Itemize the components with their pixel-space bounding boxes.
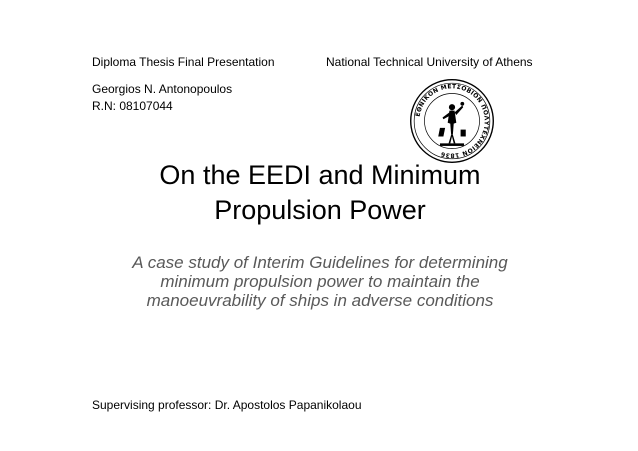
seal-lettering: ΕΘΝΙΚΟΝ ΜΕΤΣΟΒΙΟΝ ΠΟΛΥΤΕΧΝΕΙΟΝ 1836 [414, 83, 490, 159]
university-seal-icon [409, 78, 495, 164]
university-name: National Technical University of Athens [326, 55, 533, 69]
author-name: Georgios N. Antonopoulos [92, 82, 233, 96]
presentation-subtitle: A case study of Interim Guidelines for determining minimum propulsion power to maintain the manoeuvrability of ships in adverse conditions [132, 253, 508, 310]
presentation-title [60, 158, 580, 228]
thesis-label: Diploma Thesis Final Presentation [92, 55, 275, 69]
supervisor-line: Supervising professor: Dr. Apostolos Papanikolaou [92, 398, 362, 412]
title-line-1: On the EEDI and Minimum [159, 160, 481, 190]
title-line-2: Propulsion Power [214, 195, 426, 225]
seal-figure [438, 102, 466, 146]
author-block [92, 81, 232, 115]
registration-number: R.N: 08107044 [92, 99, 173, 113]
